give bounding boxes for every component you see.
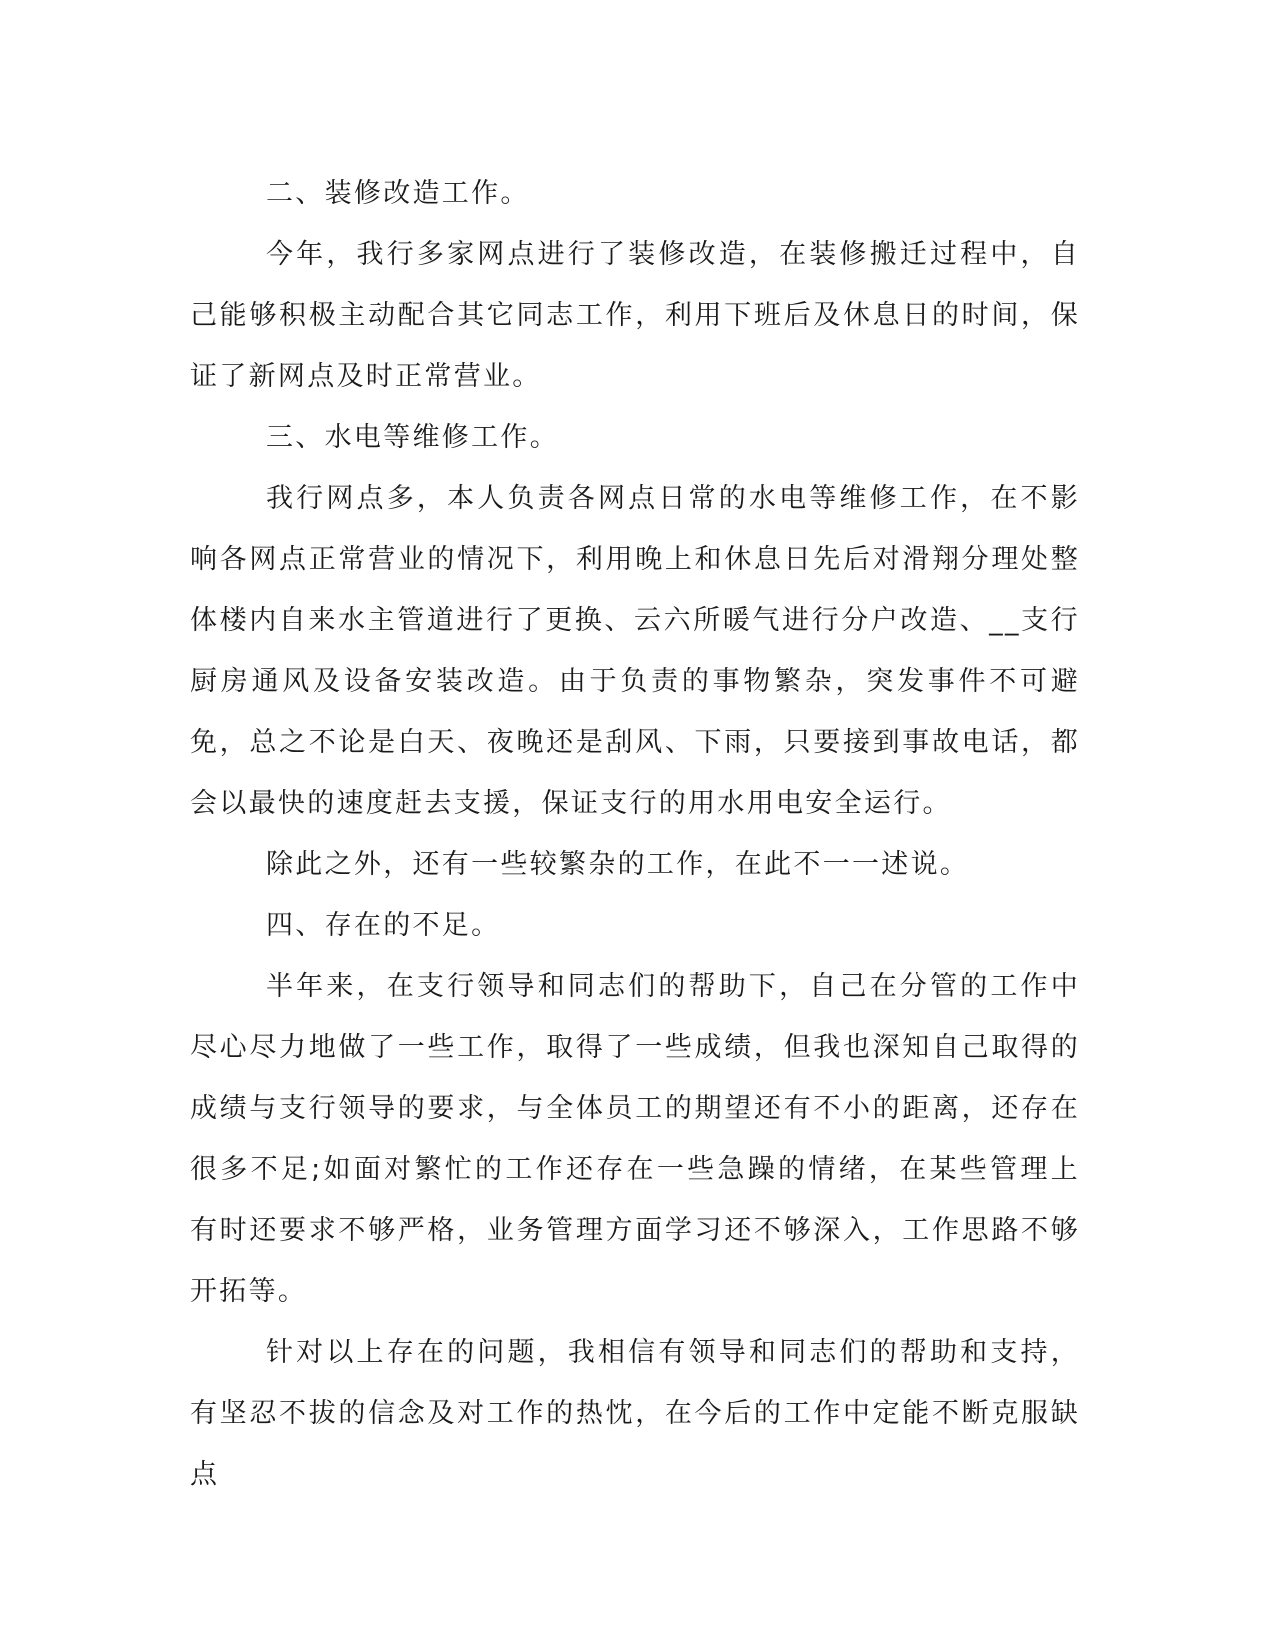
section-heading-renovation: 二、装修改造工作。: [266, 178, 530, 209]
paragraph-other-work: 除此之外，还有一些较繁杂的工作，在此不一一述说。: [266, 849, 970, 880]
section-heading-shortcomings: 四、存在的不足。: [266, 910, 501, 941]
paragraph-maintenance: 我行网点多，本人负责各网点日常的水电等维修工作，在不影响各网点正常营业的情况下，利用晚上和休息日先后对滑翔分理处整体楼内自来水主管道进行了更换、云六所暖气进行分户改造、__支行厨房通风及设备安装改造。由于负责的事物繁杂，突发事件不可避免，总之不论是白天、夜晚还是刮风、下雨，只要接到事故电话，都会以最快的速度赶去支援，保证支行的用水用电安全运行。: [190, 483, 1080, 819]
paragraph-shortcomings: 半年来，在支行领导和同志们的帮助下，自己在分管的工作中尽心尽力地做了一些工作，取得了一些成绩，但我也深知自己取得的成绩与支行领导的要求，与全体员工的期望还有不小的距离，还存在很多不足;如面对繁忙的工作还存在一些急躁的情绪，在某些管理上有时还要求不够严格，业务管理方面学习还不够深入，工作思路不够开拓等。: [190, 971, 1080, 1307]
section-heading-maintenance: 三、水电等维修工作。: [266, 422, 559, 453]
document-body: [190, 163, 1080, 1505]
paragraph-conclusion: 针对以上存在的问题，我相信有领导和同志们的帮助和支持，有坚忍不拔的信念及对工作的热忱，在今后的工作中定能不断克服缺点: [190, 1337, 1080, 1490]
paragraph-renovation: 今年，我行多家网点进行了装修改造，在装修搬迁过程中，自己能够积极主动配合其它同志工作，利用下班后及休息日的时间，保证了新网点及时正常营业。: [190, 239, 1080, 392]
